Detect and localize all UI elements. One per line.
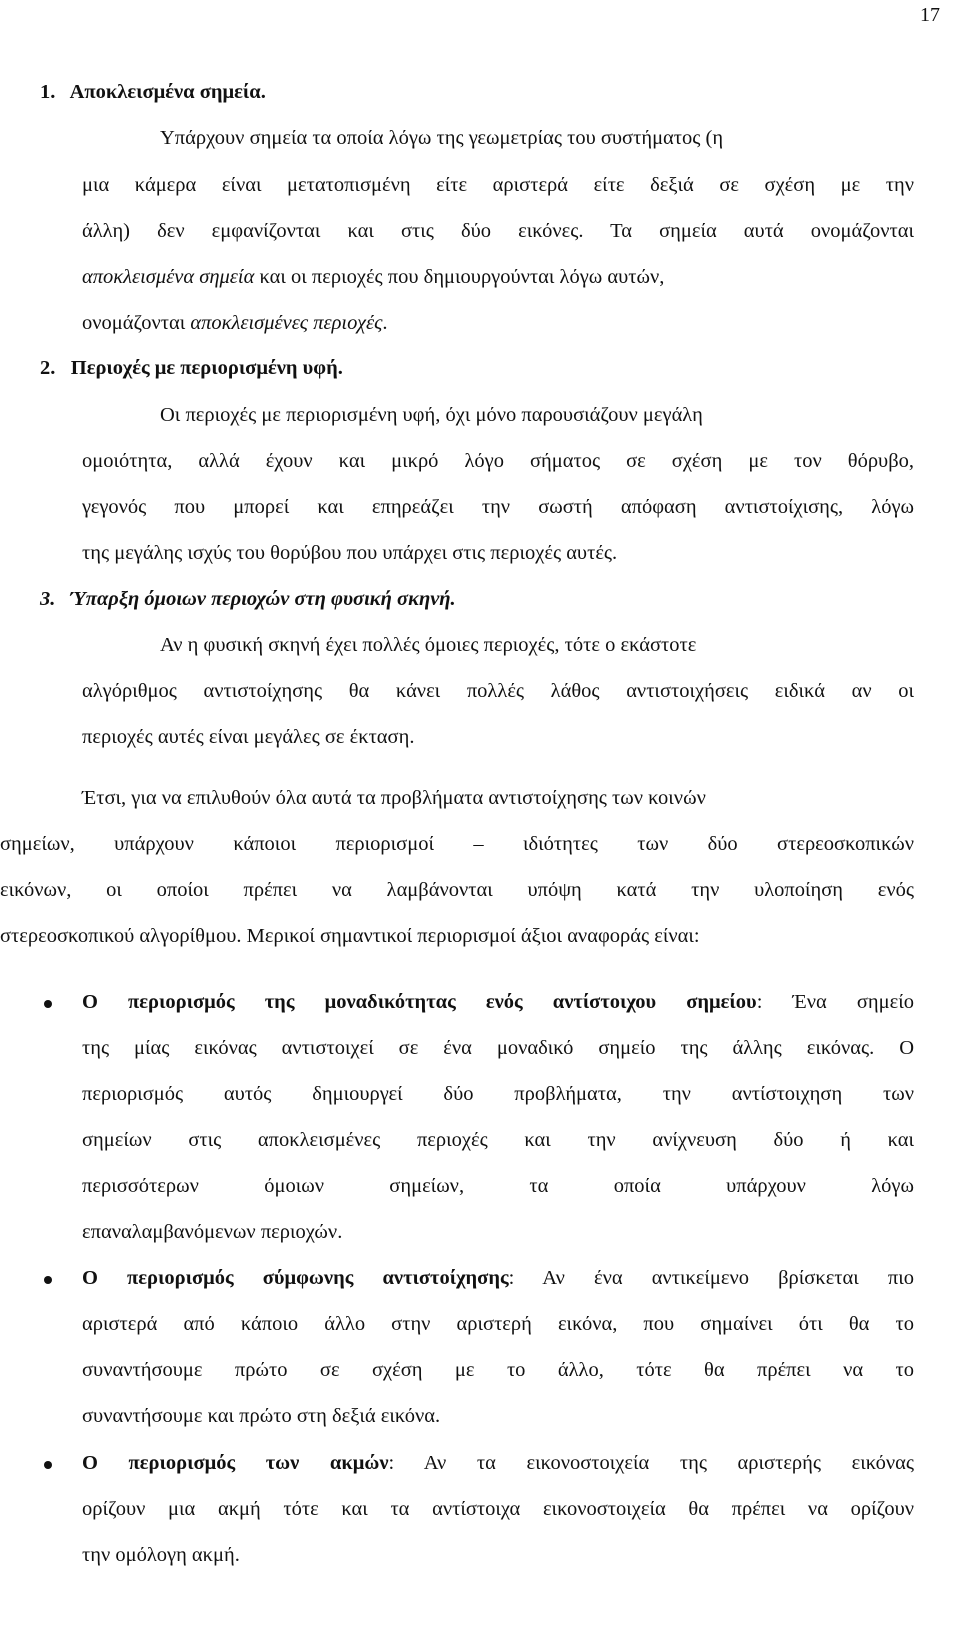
section-2-heading: 2. Περιοχές με περιορισμένη υφή. — [40, 357, 343, 379]
page-number: 17 — [920, 4, 940, 26]
section-1-line-4-rest: και οι περιοχές που δημιουργούνται λόγω αυτών, — [254, 266, 665, 288]
section-3-line-1: Αν η φυσική σκηνή έχει πολλές όμοιες περιοχές, τότε ο εκάστοτε — [160, 634, 697, 656]
bullet-dot — [44, 1461, 52, 1469]
bullet-1-line-2: της μίας εικόνας αντιστοιχεί σε ένα μοναδικό σημείο της άλλης εικόνας. Ο — [82, 1037, 914, 1059]
bullet-2-title: Ο περιορισμός σύμφωνης αντιστοίχησης — [82, 1267, 509, 1289]
bullet-3-title: Ο περιορισμός των ακμών — [82, 1452, 389, 1474]
bullet-3-line-2: ορίζουν μια ακμή τότε και τα αντίστοιχα εικονοστοιχεία θα πρέπει να ορίζουν — [82, 1498, 914, 1520]
bullet-2-line-1 — [82, 1266, 914, 1290]
bullet-2-line-3: συναντήσουμε πρώτο σε σχέση με το άλλο, τότε θα πρέπει να το — [82, 1359, 914, 1381]
bullet-dot — [44, 1000, 52, 1008]
intro-line-3: εικόνων, οι οποίοι πρέπει να λαμβάνονται υπόψη κατά την υλοποίηση ενός — [0, 879, 914, 901]
section-2-line-1: Οι περιοχές με περιορισμένη υφή, όχι μόνο παρουσιάζουν μεγάλη — [160, 404, 703, 426]
bullet-dot — [44, 1276, 52, 1284]
section-2-line-4: της μεγάλης ισχύς του θορύβου που υπάρχει στις περιοχές αυτές. — [82, 542, 618, 564]
bullet-3-line-1-rest: : Αν τα εικονοστοιχεία της αριστερής εικόνας — [388, 1452, 914, 1474]
intro-line-1: Έτσι, για να επιλυθούν όλα αυτά τα προβλήματα αντιστοίχησης των κοινών — [82, 787, 706, 809]
bullet-1-line-4: σημείων στις αποκλεισμένες περιοχές και την ανίχνευση δύο ή και — [82, 1129, 914, 1151]
section-1-line-2: μια κάμερα είναι μετατοπισμένη είτε αριστερά είτε δεξιά σε σχέση με την — [82, 174, 914, 196]
bullet-3-line-1 — [82, 1451, 914, 1475]
section-2-line-3: γεγονός που μπορεί και επηρεάζει την σωστή απόφαση αντιστοίχισης, λόγω — [82, 496, 914, 518]
bullet-1-line-1 — [82, 990, 914, 1014]
section-1-line-5 — [82, 311, 388, 335]
term-occluded-points: αποκλεισμένα σημεία — [82, 266, 255, 288]
section-3-line-3: περιοχές αυτές είναι μεγάλες σε έκταση. — [82, 726, 415, 748]
bullet-2-line-2: αριστερά από κάποιο άλλο στην αριστερή εικόνα, που σημαίνει ότι θα το — [82, 1313, 914, 1335]
section-2-line-2: ομοιότητα, αλλά έχουν και μικρό λόγο σήματος σε σχέση με τον θόρυβο, — [82, 450, 914, 472]
bullet-1-line-1-rest: : Ένα σημείο — [756, 991, 914, 1013]
bullet-3-line-3: την ομόλογη ακμή. — [82, 1544, 240, 1566]
bullet-1-line-6: επαναλαμβανόμενων περιοχών. — [82, 1221, 343, 1243]
term-occluded-regions: αποκλεισμένες περιοχές — [190, 312, 383, 334]
section-1-line-1: Υπάρχουν σημεία τα οποία λόγω της γεωμετρίας του συστήματος (η — [160, 127, 724, 149]
section-1-heading: 1. Αποκλεισμένα σημεία. — [40, 81, 266, 103]
bullet-1-title: Ο περιορισμός της μοναδικότητας ενός αντίστοιχου σημείου — [82, 991, 757, 1013]
section-1-line-3: άλλη) δεν εμφανίζονται και στις δύο εικόνες. Τα σημεία αυτά ονομάζονται — [82, 220, 914, 242]
intro-line-4: στερεοσκοπικού αλγορίθμου. Μερικοί σημαντικοί περιορισμοί άξιοι αναφοράς είναι: — [0, 925, 700, 947]
bullet-1-line-5: περισσότερων όμοιων σημείων, τα οποία υπάρχουν λόγω — [82, 1175, 914, 1197]
section-1-line-4 — [82, 265, 664, 289]
intro-line-2: σημείων, υπάρχουν κάποιοι περιορισμοί – ιδιότητες των δύο στερεοσκοπικών — [0, 833, 914, 855]
section-3-heading: 3. Ύπαρξη όμοιων περιοχών στη φυσική σκηνή. — [40, 588, 456, 610]
bullet-2-line-1-rest: : Αν ένα αντικείμενο βρίσκεται πιο — [508, 1267, 915, 1289]
section-3-line-2: αλγόριθμος αντιστοίχησης θα κάνει πολλές λάθος αντιστοιχήσεις ειδικά αν οι — [82, 680, 914, 702]
bullet-2-line-4: συναντήσουμε και πρώτο στη δεξιά εικόνα. — [82, 1405, 441, 1427]
section-1-line-5-end: . — [382, 312, 388, 334]
bullet-1-line-3: περιορισμός αυτός δημιουργεί δύο προβλήματα, την αντίστοιχηση των — [82, 1083, 914, 1105]
section-1-line-5-start: ονομάζονται — [82, 312, 191, 334]
